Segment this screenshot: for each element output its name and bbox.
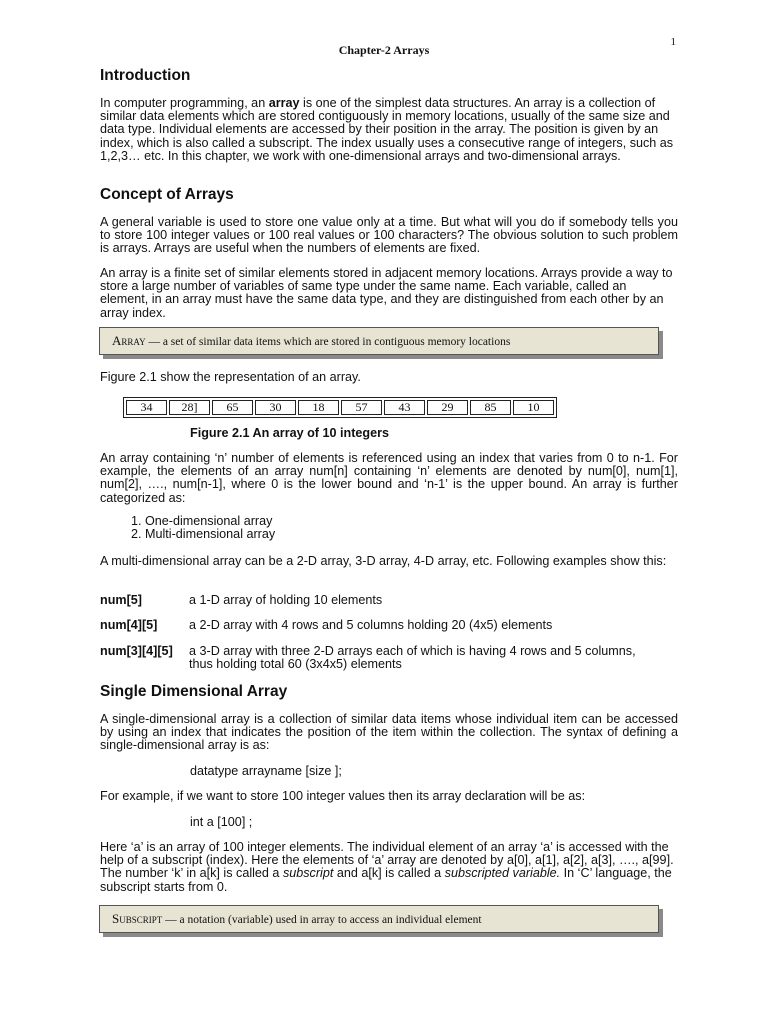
array-cell: 28] xyxy=(169,400,210,415)
example-term: num[4][5] xyxy=(100,618,158,632)
figure-intro: Figure 2.1 show the representation of an array. xyxy=(100,370,361,384)
concept-paragraph-3: An array containing ‘n’ number of elements is referenced using an index that varies from 0 to n-1. For example, the elements of an array num[n] containing ‘n’ elements are denoted by num[0], num[1], num[2], …., num[n-1], where 0 is the lower bound and ‘n-1’ is the upper bound. An array is further categorized as: xyxy=(100,451,678,505)
array-cell: 57 xyxy=(341,400,382,415)
single-paragraph-2: For example, if we want to store 100 integer values then its array declaration will be as: xyxy=(100,789,586,803)
array-cell: 34 xyxy=(126,400,167,415)
example-term: num[3][4][5] xyxy=(100,644,173,658)
list-item: 1. One-dimensional array xyxy=(145,515,275,528)
heading-introduction: Introduction xyxy=(100,67,191,84)
page-number: 1 xyxy=(670,36,676,48)
definition-term: Array xyxy=(112,333,146,348)
list-item: 2. Multi-dimensional array xyxy=(145,528,275,541)
single-paragraph-3: Here ‘a’ is an array of 100 integer elements. The individual element of an array ‘a’ is accessed with the help of a subscript (index). Here the elements of ‘a’ array are denoted by a[0], a[1], a[2], a[3], …., a[99]. The number ‘k’ in a[k] is called a subscript and a[k] is called a subscripted variable. In ‘C’ language, the subscript starts from 0. xyxy=(100,840,674,894)
definition-text: — a set of similar data items which are stored in contiguous memory locations xyxy=(145,336,511,348)
definition-box-array xyxy=(99,327,659,355)
array-cell: 30 xyxy=(255,400,296,415)
bold-term-array: array xyxy=(268,96,300,110)
example-desc: a 3-D array with three 2-D arrays each of which is having 4 rows and 5 columns, thus holding total 60 (3x4x5) elements xyxy=(189,644,636,672)
example-desc: a 2-D array with 4 rows and 5 columns holding 20 (4x5) elements xyxy=(189,618,553,632)
array-cell: 85 xyxy=(470,400,511,415)
array-cell: 43 xyxy=(384,400,425,415)
figure-caption: Figure 2.1 An array of 10 integers xyxy=(190,426,390,440)
declaration-line: int a [100] ; xyxy=(190,815,253,829)
heading-concept-of-arrays: Concept of Arrays xyxy=(100,186,234,203)
array-types-list xyxy=(100,515,275,541)
array-cell: 65 xyxy=(212,400,253,415)
concept-paragraph-2: An array is a finite set of similar elements stored in adjacent memory locations. Arrays provide a way to store a large number of variables of same type under the same name. Each variable, called an element, in an array must have the same data type, and they are distinguished from each other by an array index. xyxy=(100,266,673,320)
concept-paragraph-1: A general variable is used to store one value only at a time. But what will you do if somebody tells you to store 100 integer values or 100 real values or 100 characters? The obvious solution to such problem is arrays. Arrays are useful when the numbers of elements are fixed. xyxy=(100,215,678,256)
array-figure xyxy=(123,397,557,418)
example-term: num[5] xyxy=(100,593,142,607)
example-desc: a 1-D array of holding 10 elements xyxy=(189,593,383,607)
array-cell: 29 xyxy=(427,400,468,415)
definition-text: — a notation (variable) used in array to access an individual element xyxy=(162,914,482,926)
syntax-line: datatype arrayname [size ]; xyxy=(190,764,342,778)
definition-box-subscript xyxy=(99,905,659,933)
array-cell: 10 xyxy=(513,400,554,415)
definition-term: Subscript xyxy=(112,911,163,926)
chapter-title: Chapter-2 Arrays xyxy=(338,43,430,57)
intro-paragraph: In computer programming, an array is one of the simplest data structures. An array is a collection of similar data elements which are stored contiguously in memory locations, usually of the same size and data type. Individual elements are accessed by their position in the array. The position is given by an index, which is also called a subscript. The index usually uses a consecutive range of integers, such as 1,2,3… etc. In this chapter, we work with one-dimensional arrays and two-dimensional arrays. xyxy=(100,96,674,163)
array-cell: 18 xyxy=(298,400,339,415)
concept-paragraph-4: A multi-dimensional array can be a 2-D array, 3-D array, 4-D array, etc. Following examples show this: xyxy=(100,554,667,568)
heading-single-dimensional-array: Single Dimensional Array xyxy=(100,683,288,700)
single-paragraph-1: A single-dimensional array is a collection of similar data items whose individual item can be accessed by using an index that indicates the position of the item within the collection. The syntax of defining a single-dimensional array is as: xyxy=(100,712,678,753)
